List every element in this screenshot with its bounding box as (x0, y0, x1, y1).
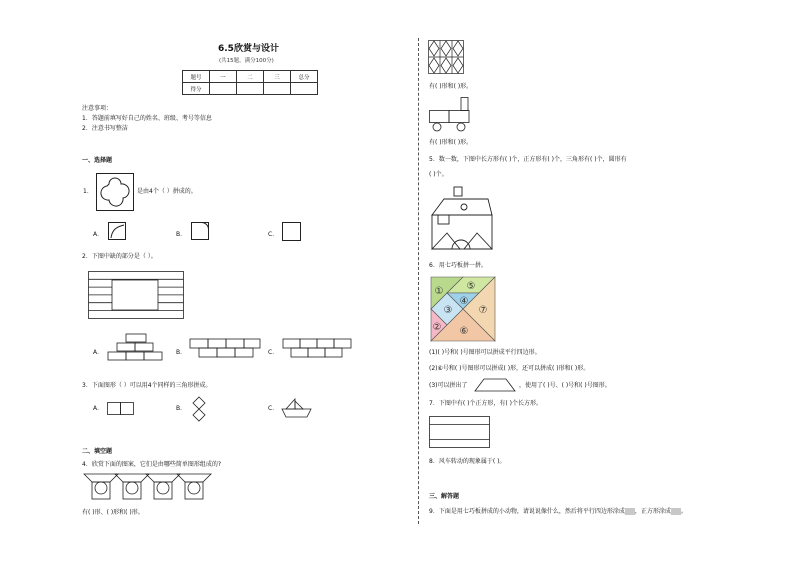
pattern-figure-2 (428, 40, 464, 74)
question-text: 2．下图中缺的部分是（ ）。 (82, 253, 157, 260)
question-text: 4．欣赏下面的图案，它们是由哪些简单图形组成的? (82, 461, 222, 468)
score-cell[interactable] (210, 83, 237, 95)
option-label: B． (176, 349, 187, 356)
score-table (182, 70, 318, 95)
score-header-cell: 一 (210, 71, 237, 83)
gray-swatch (671, 508, 681, 515)
house-figure (428, 185, 496, 251)
note-item: 1．答题前填写好自己的姓名、班级、考号等信息 (82, 115, 212, 122)
score-row-label: 得分 (183, 83, 210, 95)
option-label: C． (268, 405, 279, 412)
question-text: 6．用七巧板拼一拼。 (429, 262, 487, 269)
notes-title: 注意事项： (82, 105, 113, 112)
tangram-label: ① (434, 286, 444, 297)
option-label: C． (268, 231, 279, 238)
score-cell[interactable] (264, 83, 291, 95)
tangram-label: ③ (443, 305, 453, 316)
section-title: 一、选择题 (82, 157, 113, 164)
tangram-figure (431, 277, 495, 341)
question-text: 5．数一数，下图中长方形有( )个，正方形有( )个，三角形有( )个，圆形有 (429, 156, 627, 163)
tangram-label: ⑤ (466, 281, 476, 292)
tangram-label: ④ (459, 296, 469, 307)
section-title: 二、填空题 (82, 448, 113, 455)
score-header-cell: 二 (237, 71, 264, 83)
option-b-diamonds[interactable] (189, 396, 209, 422)
note-item: 2．注意书写整洁 (82, 125, 128, 132)
q9-text: ，正方形涂成 (634, 508, 671, 515)
question-number: 1． (83, 188, 93, 195)
answer-line: 有( )形和( )形。 (429, 139, 473, 146)
option-label: A． (93, 231, 104, 238)
option-c-bricks[interactable] (283, 338, 353, 360)
option-a-bricks[interactable] (108, 333, 164, 363)
tangram-label: ⑦ (478, 305, 488, 316)
option-b-bricks[interactable] (190, 338, 262, 360)
q9-text: 9．下面是用七巧板拼成的小动物，请说说像什么，然后将平行四边形涂成 (429, 508, 625, 515)
score-header-cell: 三 (264, 71, 291, 83)
score-header-cell: 总分 (291, 71, 318, 83)
option-a-shape[interactable] (108, 222, 126, 240)
score-header-cell: 题号 (183, 71, 210, 83)
question-text: 7．下图中有( )个正方形，有( )个长方形。 (429, 400, 542, 407)
answer-line: (1)( )号和( )号图形可以拼成平行四边形。 (429, 349, 541, 356)
brick-wall-figure (88, 271, 184, 319)
table-row (183, 71, 318, 83)
question-text: 3．下面图形（ ）可以用4个同样的三角形拼成。 (82, 382, 212, 389)
column-divider (418, 38, 419, 524)
answer-line: (2)⑥号和( )号图形可以拼成( )形，还可以拼成( )形和( )形。 (429, 365, 590, 372)
q9-text: 。 (680, 508, 687, 515)
option-label: A． (93, 405, 104, 412)
option-label: B． (176, 405, 187, 412)
answer-line: (3)可以拼出了 (429, 382, 468, 389)
pattern-figure-3 (429, 97, 471, 135)
tangram-label: ② (432, 322, 442, 333)
option-label: C． (268, 349, 279, 356)
option-label: A． (93, 349, 104, 356)
gray-swatch (625, 508, 635, 515)
score-cell[interactable] (291, 83, 318, 95)
table-row (183, 83, 318, 95)
answer-line: 有( )形、( )形和( )形。 (82, 509, 144, 516)
question-text (429, 508, 687, 515)
trapezoid-shape (474, 378, 516, 392)
answer-line: 有( )形和( )形。 (429, 83, 473, 90)
rectangles-figure (429, 416, 491, 450)
page-title: 6.5欣赏与设计 (218, 44, 279, 54)
page-subtitle: (共15题，满分100分) (219, 58, 274, 64)
option-b-shape[interactable] (191, 222, 209, 240)
pattern-figure-1 (84, 474, 212, 500)
score-cell[interactable] (237, 83, 264, 95)
option-c-shape[interactable] (282, 222, 301, 241)
option-c-boat[interactable] (281, 397, 313, 419)
option-a-rectangles[interactable] (107, 402, 135, 416)
question-text: ( )个。 (429, 171, 448, 178)
option-label: B． (176, 231, 187, 238)
tangram-label: ⑥ (459, 326, 469, 337)
question-text: 是由4个（ ）拼成的。 (137, 188, 197, 195)
section-title: 三、解答题 (429, 493, 460, 500)
clover-figure (96, 173, 134, 211)
answer-line: ，使用了( )号、( )号和( )号图形。 (519, 382, 611, 389)
question-text: 8．风车转动的现象属于( )。 (429, 458, 506, 465)
